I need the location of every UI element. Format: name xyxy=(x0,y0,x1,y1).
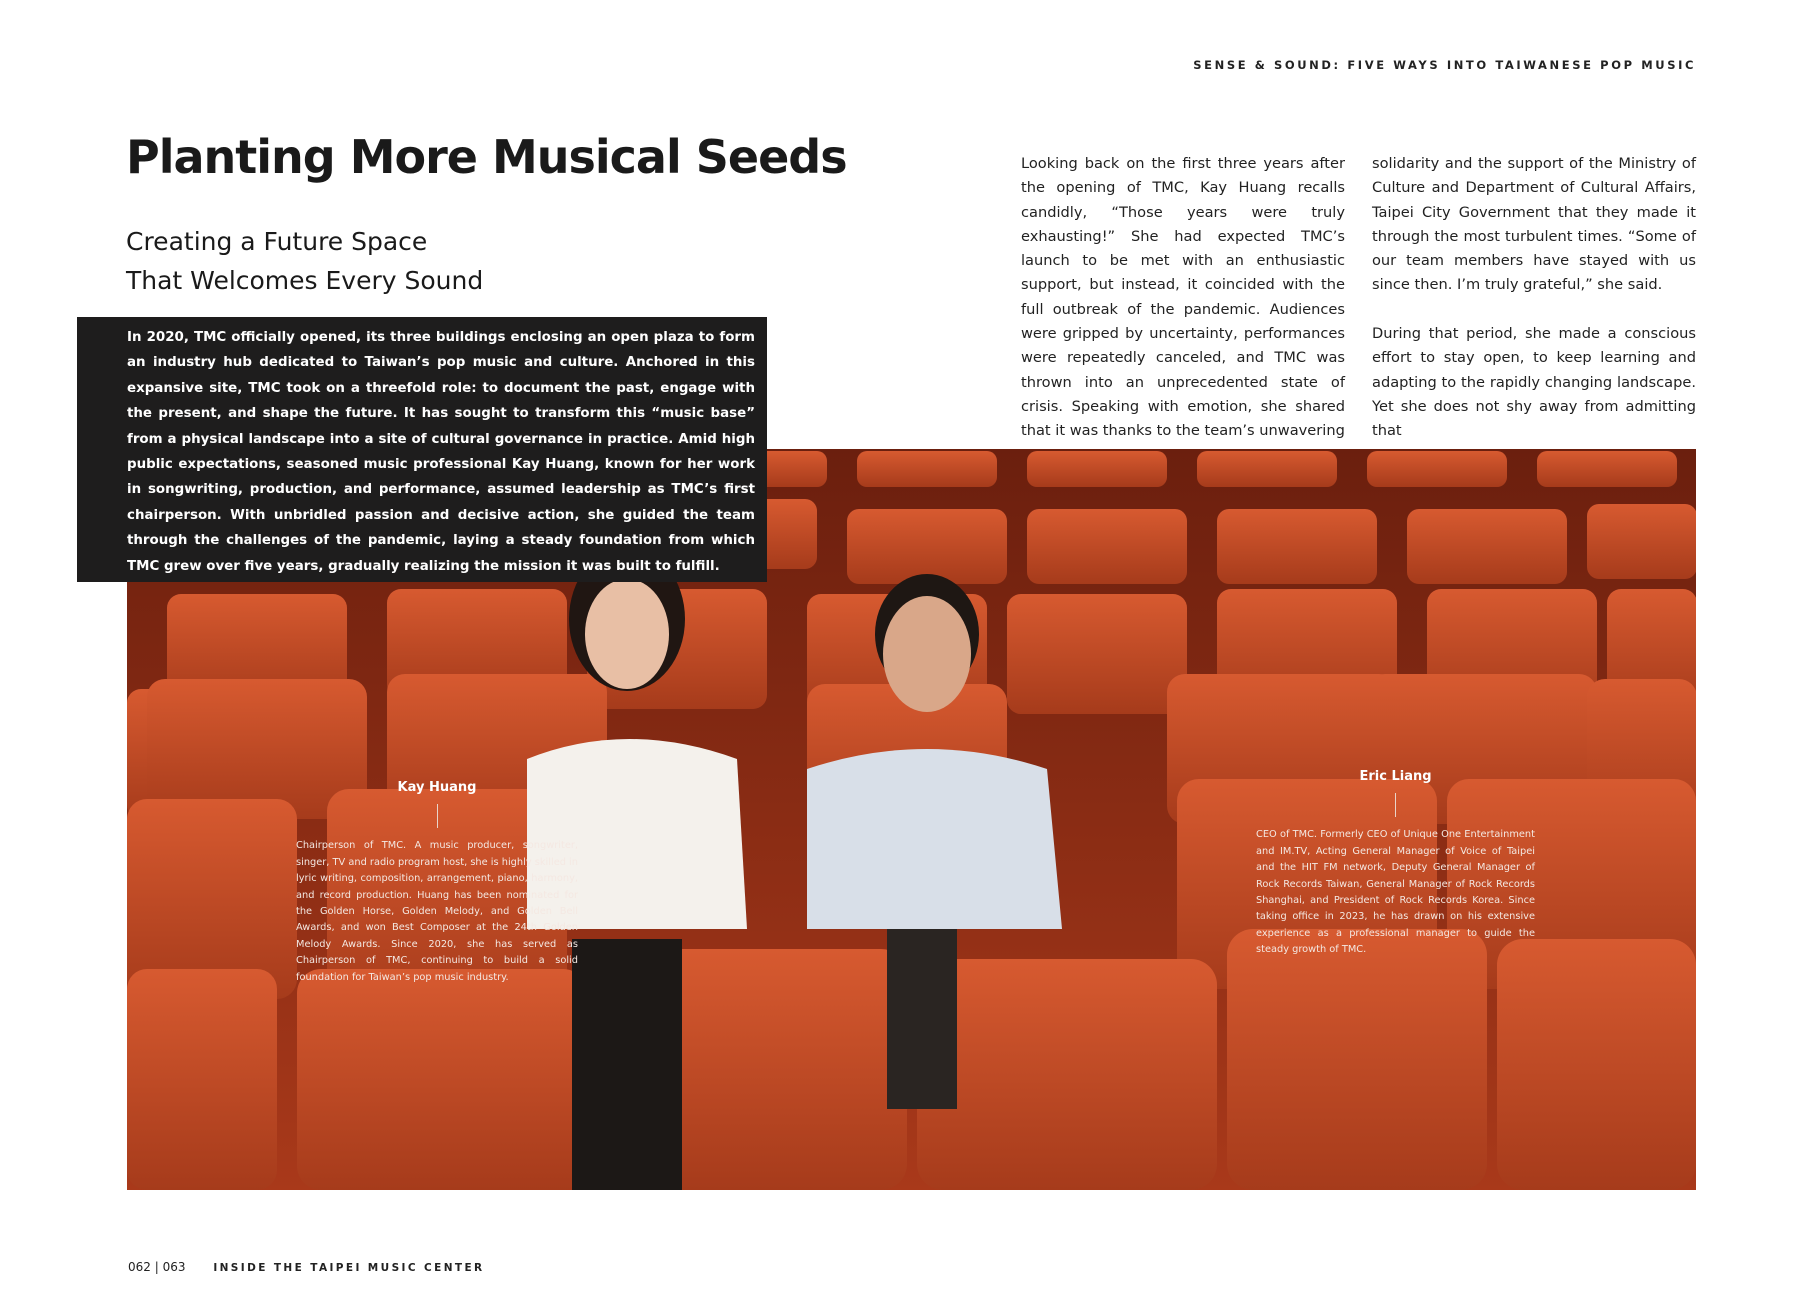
article-title: Planting More Musical Seeds xyxy=(126,130,847,184)
running-header: SENSE & SOUND: FIVE WAYS INTO TAIWANESE POP MUSIC xyxy=(1193,58,1696,72)
intro-text: In 2020, TMC officially opened, its three buildings enclosing an open plaza to form an industry hub dedicated to Taiwan’s pop music and culture. Anchored in this expansive site, TMC took on a threefold role: to document the past, engage with the present, and shape the future. It has sought to transform this “music base” from a physical landscape into a site of cultural governance in practice. Amid high public expectations, seasoned music professional Kay Huang, known for her work in songwriting, production, and performance, assumed leadership as TMC’s first chairperson. With unbridled passion and decisive action, she guided the team through the challenges of the pandemic, laying a steady foundation from which TMC grew over five years, gradually realizing the mission it was built to fulfill. xyxy=(127,330,755,574)
paragraph: solidarity and the support of the Ministry of Culture and Department of Cultural Affairs, Taipei City Government that they made it through the most turbulent times. “Some of our team members have stayed with us since then. I’m truly grateful,” she said. xyxy=(1372,155,1696,294)
article-subtitle xyxy=(126,222,483,300)
paragraph: Looking back on the first three years after the opening of TMC, Kay Huang recalls candidly, “Those years were truly exhausting!” She had expected TMC’s launch to be met with an enthusiastic support, but instead, it coincided with the full outbreak of the pandemic. Audiences were gripped by uncertainty, performances were repeatedly canceled, and TMC was thrown into an unprecedented state of crisis. Speaking with emotion, she shared that it was thanks to the team’s unwavering xyxy=(1021,155,1345,440)
paragraph: During that period, she made a conscious effort to stay open, to keep learning and adapting to the rapidly changing landscape. Yet she does not shy away from admitting that xyxy=(1372,325,1696,440)
body-column-1 xyxy=(1021,152,1345,444)
caption-bio: CEO of TMC. Formerly CEO of Unique One Entertainment and IM.TV, Acting General Manager of Voice of Taipei and the HIT FM network, Deputy General Manager of Rock Records Taiwan, General Manager of Rock Records Shanghai, and President of Rock Records Korea. Since taking office in 2023, he has drawn on his extensive experience as a professional manager to guide the steady growth of TMC. xyxy=(1256,829,1535,956)
page-numbers: 062 | 063 xyxy=(128,1260,186,1274)
caption-divider xyxy=(1395,793,1396,817)
caption-name: Eric Liang xyxy=(1359,769,1432,784)
magazine-name: INSIDE THE TAIPEI MUSIC CENTER xyxy=(213,1262,485,1274)
caption-bio: Chairperson of TMC. A music producer, songwriter, singer, TV and radio program host, she is highly skilled in lyric writing, composition, arrangement, piano, harmony, and record production. Huang has been nominated for the Golden Horse, Golden Melody, and Golden Bell Awards, and won Best Composer at the 24th Golden Melody Awards. Since 2020, she has served as Chairperson of TMC, continuing to build a solid foundation for Taiwan’s pop music industry. xyxy=(296,840,578,983)
caption-eric-liang xyxy=(1256,769,1535,959)
caption-divider xyxy=(437,804,438,828)
subtitle-line: Creating a Future Space xyxy=(126,227,428,256)
caption-name: Kay Huang xyxy=(397,780,477,795)
footer xyxy=(128,1260,485,1274)
intro-box xyxy=(77,317,767,582)
caption-kay-huang xyxy=(296,780,578,986)
body-column-2 xyxy=(1372,152,1696,444)
subtitle-line: That Welcomes Every Sound xyxy=(126,266,484,295)
